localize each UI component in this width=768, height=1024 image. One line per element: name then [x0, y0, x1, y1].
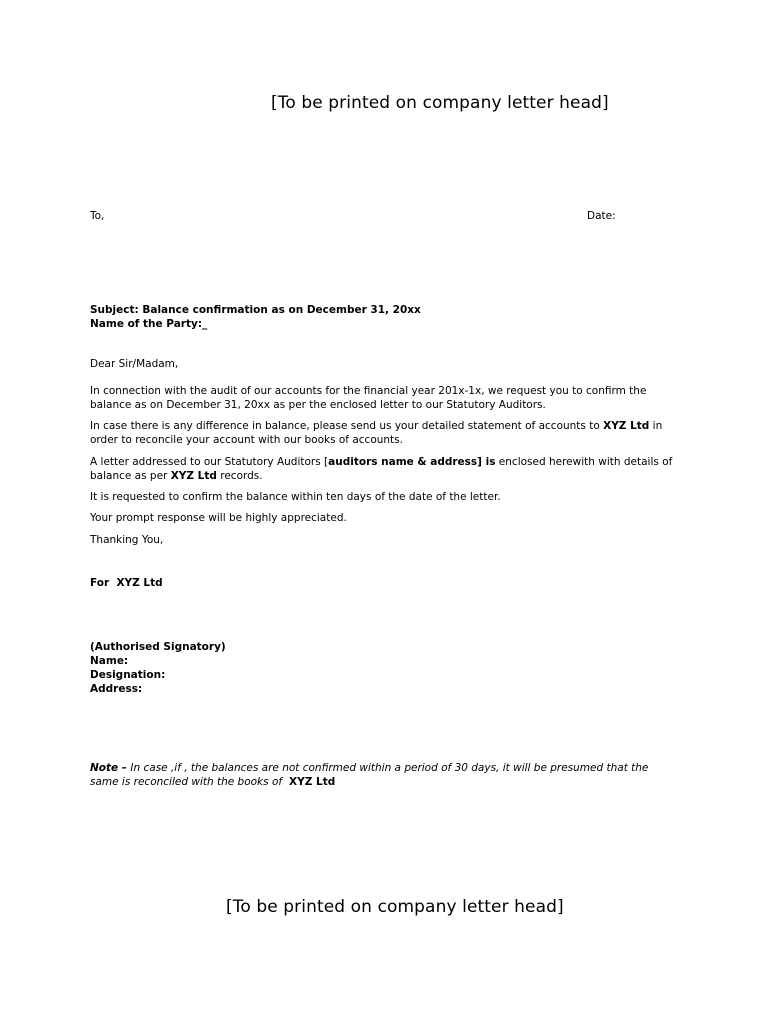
paragraph-difference-text-2: in order to reconcile your account with our books of accounts. — [90, 420, 663, 446]
closing-line: Thanking You, — [90, 534, 164, 546]
note-label: Note – — [90, 762, 128, 774]
date-label: Date: — [587, 210, 616, 222]
note-company-name: XYZ Ltd — [285, 776, 336, 788]
signatory-name-label: Name: — [90, 655, 129, 667]
paragraph-audit-request: In connection with the audit of our accounts for the financial year 201x-1x, we request you to confirm the balance as on December 31, 20xx as per the enclosed letter to our Statutory Auditors. — [90, 385, 647, 411]
signatory-title: (Authorised Signatory) — [90, 641, 226, 653]
signatory-designation-label: Designation: — [90, 669, 166, 681]
salutation: Dear Sir/Madam, — [90, 358, 179, 370]
letterhead-note-top: [To be printed on company letter head] — [271, 93, 609, 113]
paragraph-auditors-text-3: records. — [216, 470, 263, 482]
letterhead-note-bottom: [To be printed on company letter head] — [226, 897, 564, 917]
auditors-name-placeholder: auditors name & address] is — [328, 456, 496, 468]
note-paragraph — [90, 761, 680, 789]
paragraph-difference — [90, 419, 675, 447]
signatory-address-label: Address: — [90, 683, 143, 695]
paragraph-auditors-text-2: enclosed herewith with details of balance as per — [90, 456, 673, 482]
recipient-label: To, — [90, 210, 105, 222]
for-company-line: For XYZ Ltd — [90, 577, 163, 589]
party-name-line: Name of the Party:_ — [90, 318, 208, 330]
paragraph-difference-text-1: In case there is any difference in balance, please send us your detailed statement of accounts to — [90, 420, 604, 432]
company-name: XYZ Ltd — [603, 420, 650, 432]
subject-line: Subject: Balance confirmation as on December 31, 20xx — [90, 304, 421, 316]
paragraph-auditors-letter — [90, 455, 675, 483]
note-text: In case ,if , the balances are not confirmed within a period of 30 days, it will be presumed that the same is reconciled with the books of — [90, 762, 649, 788]
paragraph-appreciation: Your prompt response will be highly appreciated. — [90, 512, 347, 524]
paragraph-deadline: It is requested to confirm the balance within ten days of the date of the letter. — [90, 491, 501, 503]
paragraph-auditors-text-1: A letter addressed to our Statutory Auditors [ — [90, 456, 329, 468]
company-name: XYZ Ltd — [170, 470, 217, 482]
